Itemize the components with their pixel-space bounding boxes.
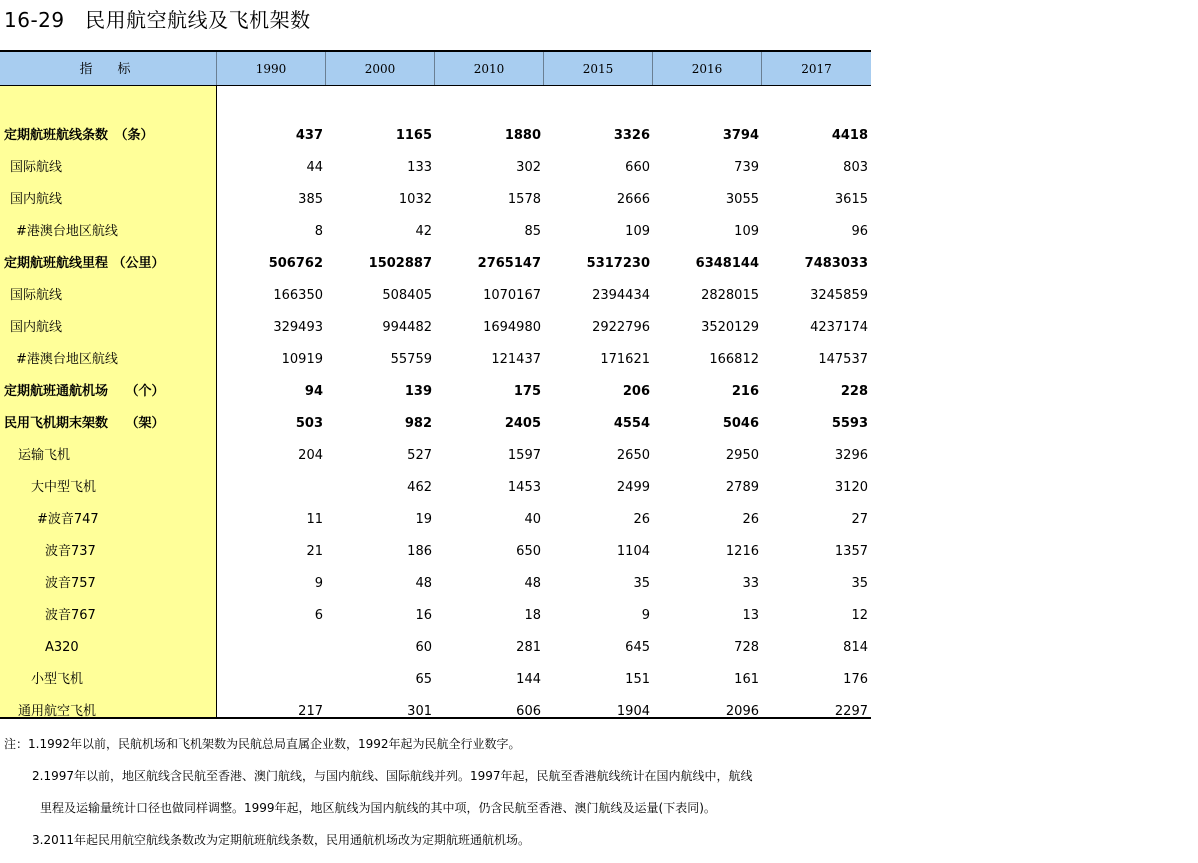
cell-value: 151: [625, 672, 650, 687]
cell-value: 1357: [834, 544, 868, 559]
cell-value: 3520129: [701, 320, 759, 335]
cell-value: 2789: [725, 480, 759, 495]
cell-value: 803: [843, 160, 868, 175]
cell-value: 161: [734, 672, 759, 687]
row-label: 国内航线: [10, 192, 63, 207]
cell-value: 166350: [273, 288, 323, 303]
header-year: 2000: [325, 52, 434, 85]
footnote: 里程及运输量统计口径也做同样调整。1999年起，地区航线为国内航线的其中项，仍含民航至香港、澳门航线及运量(下表同)。: [40, 801, 716, 815]
table-row: [0, 216, 871, 248]
cell-value: 1904: [616, 704, 650, 719]
cell-value: 437: [295, 128, 323, 143]
cell-value: 302: [516, 160, 541, 175]
cell-value: 1165: [395, 128, 432, 143]
cell-value: 65: [415, 672, 432, 687]
row-label: A320: [45, 640, 79, 655]
table-row: [0, 632, 871, 664]
cell-value: 42: [415, 224, 432, 239]
cell-value: 606: [516, 704, 541, 719]
cell-value: 8: [314, 224, 323, 239]
cell-value: 503: [295, 416, 323, 431]
cell-value: 1032: [398, 192, 432, 207]
cell-value: 645: [625, 640, 650, 655]
cell-value: 506762: [268, 256, 323, 271]
cell-value: 48: [524, 576, 541, 591]
table-row: [0, 504, 871, 536]
header-year: 1990: [216, 52, 325, 85]
cell-value: 385: [298, 192, 323, 207]
cell-value: 3245859: [810, 288, 868, 303]
table-row: [0, 120, 871, 152]
cell-value: 660: [625, 160, 650, 175]
cell-value: 2950: [725, 448, 759, 463]
cell-value: 109: [734, 224, 759, 239]
cell-value: 281: [516, 640, 541, 655]
cell-value: 3794: [722, 128, 759, 143]
header-year: 2015: [543, 52, 652, 85]
footnote: 2.1997年以前，地区航线含民航至香港、澳门航线，与国内航线、国际航线并列。1997年起，民航至香港航线统计在国内航线中，航线: [32, 769, 753, 783]
header-year: 2017: [761, 52, 871, 85]
row-label: 大中型飞机: [31, 480, 97, 495]
cell-value: 7483033: [804, 256, 868, 271]
header-year: 2010: [434, 52, 543, 85]
cell-value: 527: [407, 448, 432, 463]
cell-value: 121437: [491, 352, 541, 367]
row-label: #波音747: [37, 512, 99, 527]
table-row: [0, 440, 871, 472]
cell-value: 2828015: [701, 288, 759, 303]
cell-value: 33: [742, 576, 759, 591]
cell-value: 2394434: [592, 288, 650, 303]
cell-value: 13: [742, 608, 759, 623]
cell-value: 228: [840, 384, 868, 399]
cell-value: 139: [404, 384, 432, 399]
cell-value: 462: [407, 480, 432, 495]
cell-value: 1694980: [483, 320, 541, 335]
table-row: [0, 376, 871, 408]
row-label: 通用航空飞机: [18, 704, 97, 719]
row-label: 国际航线: [10, 160, 63, 175]
cell-value: 204: [298, 448, 323, 463]
table-row: [0, 248, 871, 280]
row-label: 运输飞机: [18, 448, 71, 463]
table-row: [0, 696, 871, 728]
cell-value: 9: [314, 576, 323, 591]
cell-value: 12: [851, 608, 868, 623]
row-label: #港澳台地区航线: [16, 352, 118, 367]
cell-value: 217: [298, 704, 323, 719]
cell-value: 44: [306, 160, 323, 175]
cell-value: 301: [407, 704, 432, 719]
cell-value: 5046: [722, 416, 759, 431]
cell-value: 18: [524, 608, 541, 623]
cell-value: 35: [633, 576, 650, 591]
table-row: [0, 344, 871, 376]
cell-value: 16: [415, 608, 432, 623]
cell-value: 1597: [507, 448, 541, 463]
table-row: [0, 152, 871, 184]
cell-value: 814: [843, 640, 868, 655]
cell-value: 48: [415, 576, 432, 591]
table-header: [0, 52, 871, 86]
cell-value: 2922796: [592, 320, 650, 335]
cell-value: 186: [407, 544, 432, 559]
table-row: [0, 472, 871, 504]
cell-value: 3296: [834, 448, 868, 463]
cell-value: 2650: [616, 448, 650, 463]
cell-value: 19: [415, 512, 432, 527]
cell-value: 1880: [504, 128, 541, 143]
cell-value: 739: [734, 160, 759, 175]
cell-value: 175: [513, 384, 541, 399]
cell-value: 176: [843, 672, 868, 687]
table-row: [0, 664, 871, 696]
cell-value: 4237174: [810, 320, 868, 335]
cell-value: 1070167: [483, 288, 541, 303]
header-indicator: 指 标: [79, 62, 137, 77]
row-label: 波音767: [45, 608, 96, 623]
table-row: [0, 280, 871, 312]
cell-value: 147537: [818, 352, 868, 367]
row-label: 民用飞机期末架数 （架）: [4, 416, 165, 431]
table-row: [0, 568, 871, 600]
cell-value: 2499: [616, 480, 650, 495]
cell-value: 96: [851, 224, 868, 239]
table-row: [0, 600, 871, 632]
cell-value: 650: [516, 544, 541, 559]
cell-value: 27: [851, 512, 868, 527]
table-row: [0, 184, 871, 216]
page-title: 16-29 民用航空航线及飞机架数: [4, 8, 311, 32]
table-row: [0, 408, 871, 440]
cell-value: 1502887: [368, 256, 432, 271]
data-table: [0, 50, 871, 719]
cell-value: 4418: [831, 128, 868, 143]
cell-value: 171621: [600, 352, 650, 367]
cell-value: 35: [851, 576, 868, 591]
cell-value: 26: [633, 512, 650, 527]
cell-value: 3326: [613, 128, 650, 143]
cell-value: 3120: [834, 480, 868, 495]
table-row: [0, 312, 871, 344]
cell-value: 11: [306, 512, 323, 527]
cell-value: 728: [734, 640, 759, 655]
row-label: #港澳台地区航线: [16, 224, 118, 239]
cell-value: 3615: [834, 192, 868, 207]
cell-value: 2297: [834, 704, 868, 719]
row-label: 国内航线: [10, 320, 63, 335]
cell-value: 329493: [273, 320, 323, 335]
cell-value: 1216: [725, 544, 759, 559]
cell-value: 982: [404, 416, 432, 431]
table-row: [0, 536, 871, 568]
cell-value: 994482: [382, 320, 432, 335]
cell-value: 5317230: [586, 256, 650, 271]
row-label: 国际航线: [10, 288, 63, 303]
cell-value: 9: [641, 608, 650, 623]
footnote: 注：1.1992年以前，民航机场和飞机架数为民航总局直属企业数，1992年起为民航全行业数字。: [4, 737, 521, 751]
cell-value: 6348144: [695, 256, 759, 271]
cell-value: 144: [516, 672, 541, 687]
cell-value: 5593: [831, 416, 868, 431]
cell-value: 1578: [507, 192, 541, 207]
cell-value: 94: [304, 384, 323, 399]
cell-value: 10919: [281, 352, 323, 367]
row-label: 小型飞机: [31, 672, 84, 687]
footnote: 3.2011年起民用航空航线条数改为定期航班航线条数，民用通航机场改为定期航班通航机场。: [32, 833, 530, 847]
cell-value: 2765147: [477, 256, 541, 271]
cell-value: 85: [524, 224, 541, 239]
cell-value: 60: [415, 640, 432, 655]
cell-value: 2666: [616, 192, 650, 207]
row-label: 定期航班通航机场 （个）: [4, 384, 165, 399]
cell-value: 6: [314, 608, 323, 623]
cell-value: 21: [306, 544, 323, 559]
row-label: 定期航班航线里程 （公里）: [4, 256, 165, 271]
cell-value: 508405: [382, 288, 432, 303]
cell-value: 2405: [504, 416, 541, 431]
row-label: 波音757: [45, 576, 96, 591]
cell-value: 40: [524, 512, 541, 527]
cell-value: 3055: [725, 192, 759, 207]
cell-value: 26: [742, 512, 759, 527]
cell-value: 55759: [390, 352, 432, 367]
row-label: 波音737: [45, 544, 96, 559]
cell-value: 133: [407, 160, 432, 175]
cell-value: 206: [622, 384, 650, 399]
cell-value: 1104: [616, 544, 650, 559]
row-label: 定期航班航线条数 （条）: [4, 128, 154, 143]
cell-value: 2096: [725, 704, 759, 719]
cell-value: 4554: [613, 416, 650, 431]
cell-value: 216: [731, 384, 759, 399]
cell-value: 1453: [507, 480, 541, 495]
cell-value: 109: [625, 224, 650, 239]
cell-value: 166812: [709, 352, 759, 367]
header-year: 2016: [652, 52, 761, 85]
